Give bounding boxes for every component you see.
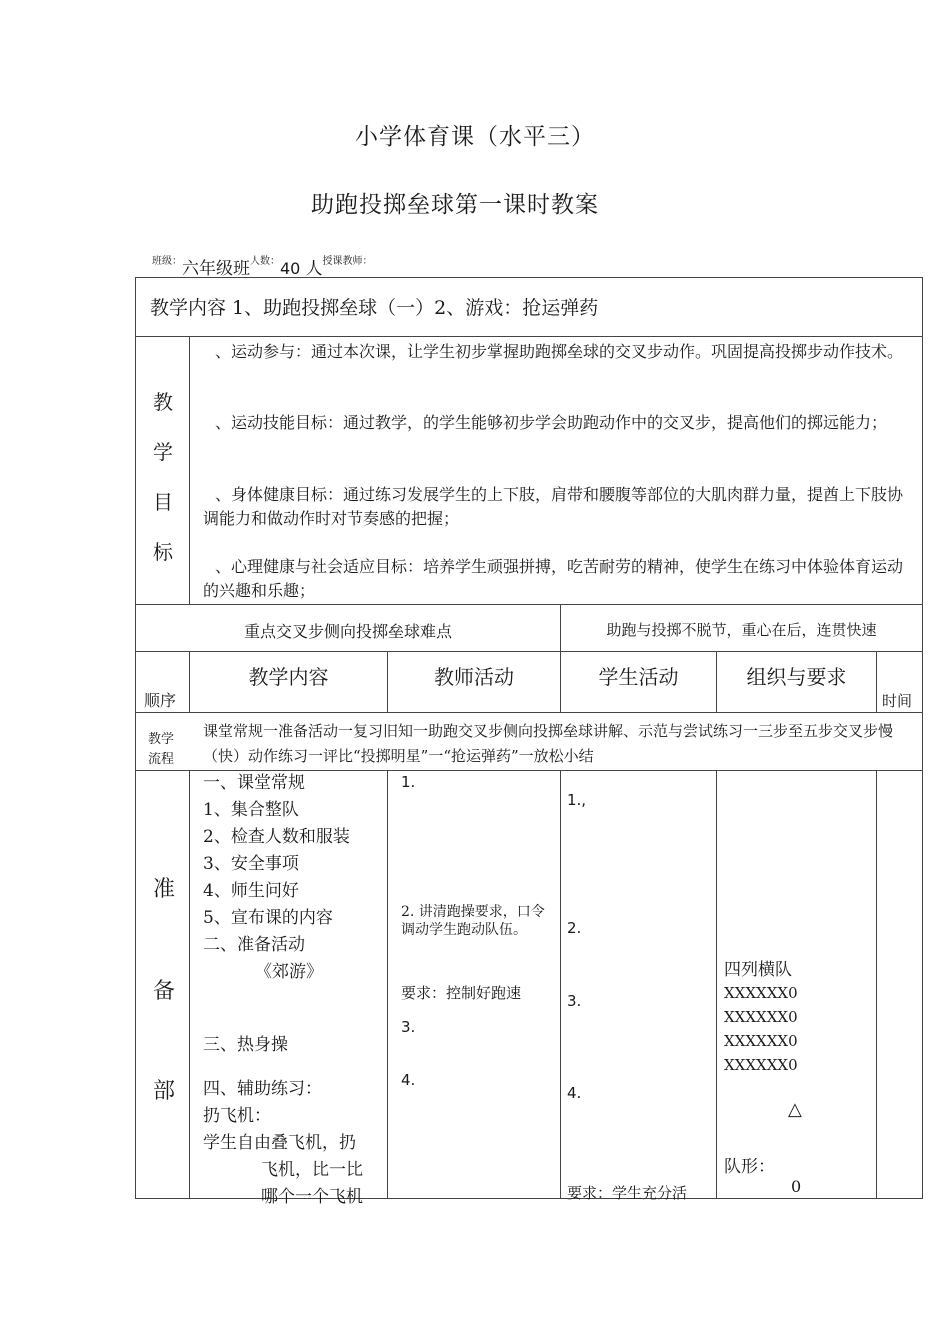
org-formation-label: 队形：	[724, 1157, 775, 1177]
page-subtitle: 助跑投掷垒球第一课时教案	[311, 192, 599, 218]
goal-health: 、身体健康目标：通过练习发展学生的上下肢，肩带和腰腹等部位的大肌肉群力量，提酋上下肢协调能力和做动作时对节奏感的把握；	[203, 485, 904, 528]
content-line: 学生自由叠飞机，扔	[203, 1133, 356, 1153]
class-info	[152, 254, 372, 279]
prep-content-assist	[203, 1076, 385, 1211]
content-line: 四、辅助练习：	[203, 1079, 322, 1099]
teacher-item: 4.	[401, 1071, 416, 1089]
content-line: 4、师生问好	[203, 881, 299, 901]
header-organization: 组织与要求	[746, 665, 847, 689]
content-line: 飞机，比一比	[261, 1160, 363, 1180]
teacher-label: 授课教师：	[322, 256, 373, 267]
header-order: 顺序	[144, 691, 177, 710]
org-formation-title: 四列横队	[724, 960, 792, 980]
content-line: 二、准备活动	[203, 935, 305, 955]
count-unit: 人	[305, 259, 323, 279]
page-title: 小学体育课（水平三）	[355, 124, 595, 150]
teacher-triangle-icon: △	[788, 1099, 802, 1120]
prep-label-char: 部	[152, 1079, 175, 1104]
content-line: 2、检查人数和服装	[203, 827, 350, 847]
teacher-requirement: 要求：控制好跑速	[401, 984, 522, 1002]
content-line: 3、安全事项	[203, 854, 299, 874]
content-line: 三、热身操	[203, 1035, 288, 1055]
teaching-content-row: 教学内容 1、助跑投掷垒球（一）2、游戏：抢运弹药	[150, 297, 599, 319]
goals-label-char: 标	[153, 540, 173, 564]
goals-label	[150, 386, 176, 586]
difficulty-point: 助跑与投掷不脱节，重心在后，连贯快速	[606, 621, 877, 639]
formation-row: XXXXXX0	[724, 1008, 798, 1026]
formation-row: XXXXXX0	[724, 1032, 798, 1050]
student-item: 3.	[567, 992, 582, 1010]
teacher-item: 1.	[401, 773, 416, 791]
content-line: 5、宣布课的内容	[203, 908, 333, 928]
content-line: 1、集合整队	[203, 800, 299, 820]
content-line: 一、课堂常规	[203, 773, 305, 793]
goal-skill: 、运动技能目标：通过教学，的学生能够初步学会助跑动作中的交叉步，提高他们的掷远能力；	[215, 413, 888, 432]
header-teacher: 教师活动	[434, 665, 514, 689]
class-value: 六年级班	[182, 259, 250, 279]
header-time: 时间	[882, 692, 913, 710]
flow-label-line: 教学	[148, 732, 175, 747]
goals-label-char: 学	[153, 440, 173, 464]
header-student: 学生活动	[598, 665, 679, 689]
teacher-item: 2. 讲清跑操要求，口令调动学生跑动队伍。	[401, 904, 545, 938]
prep-content	[203, 770, 385, 986]
count-label: 人数：	[250, 256, 280, 267]
org-formation-rows	[724, 981, 798, 1077]
teacher-item: 3.	[401, 1018, 416, 1036]
content-line: 《郊游》	[255, 962, 323, 982]
class-label: 班级：	[152, 256, 182, 267]
header-content: 教学内容	[248, 665, 329, 689]
flow-label	[148, 730, 174, 770]
key-point: 重点交叉步侧向投掷垒球难点	[243, 622, 452, 641]
formation-row: XXXXXX0	[724, 1056, 798, 1074]
goal-participation: 、运动参与：通过本次课，让学生初步掌握助跑掷垒球的交叉步动作。巩固提高投掷步动作技术。	[215, 342, 904, 361]
student-requirement: 要求：学生充分活	[567, 1184, 688, 1202]
org-zero-mark: 0	[791, 1177, 802, 1196]
flow-label-line: 流程	[148, 752, 175, 767]
student-item: 4.	[567, 1084, 582, 1102]
goal-psychology: 、心理健康与社会适应目标：培养学生顽强拼搏，吃苦耐劳的精神，使学生在练习中体验体育运动的兴趣和乐趣；	[203, 557, 904, 600]
count-number: 40	[280, 259, 301, 278]
student-item: 1.,	[567, 791, 587, 809]
student-item: 2.	[567, 919, 582, 937]
prep-label	[150, 872, 178, 1105]
formation-row: XXXXXX0	[724, 984, 798, 1002]
prep-label-char: 准	[152, 877, 175, 902]
goals-label-char: 教	[153, 390, 173, 414]
goals-label-char: 目	[153, 490, 173, 514]
content-line: 哪个一个飞机	[261, 1187, 363, 1207]
flow-text: 课堂常规一准备活动一复习旧知一助跑交叉步侧向投掷垒球讲解、示范与尝试练习一三步至五步交叉步慢（快）动作练习一评比“投掷明星”一“抢运弹药”一放松小结	[203, 722, 894, 765]
prep-label-char: 备	[152, 979, 175, 1004]
content-line: 扔飞机：	[203, 1106, 271, 1126]
